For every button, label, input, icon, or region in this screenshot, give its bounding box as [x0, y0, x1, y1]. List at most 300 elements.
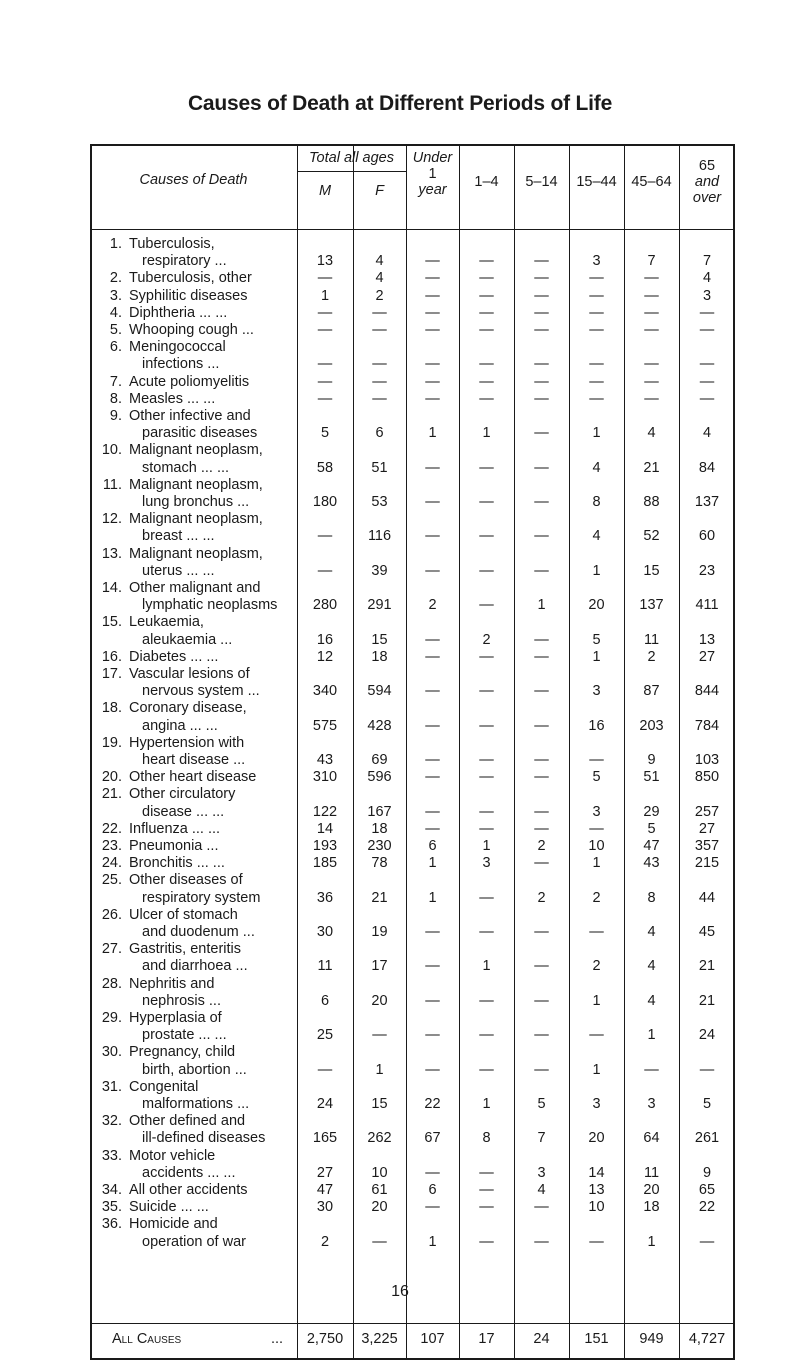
cause-label: Tuberculosis, other	[129, 270, 252, 287]
table-cell: 17	[371, 958, 388, 975]
table-cell: 1	[592, 855, 601, 872]
table-cell: 215	[694, 855, 720, 872]
table-cell: —	[479, 717, 494, 734]
table-cell: —	[372, 373, 387, 390]
table-cell: 39	[371, 562, 388, 579]
cause-label: Vascular lesions of	[129, 666, 250, 682]
table-cell: —	[534, 631, 549, 648]
table-cell: —	[479, 992, 494, 1009]
cause-label-cont: prostate ... ...	[142, 1027, 227, 1044]
table-cell: —	[534, 270, 549, 287]
table-row	[90, 288, 735, 305]
table-row	[90, 1044, 735, 1078]
table-cell: —	[425, 322, 440, 338]
table-cell: —	[699, 1233, 715, 1250]
table-cell: 23	[698, 562, 716, 579]
table-cell: —	[589, 1233, 604, 1250]
cause-label: Hyperplasia of	[129, 1010, 222, 1026]
table-cell: 1	[592, 1061, 601, 1078]
table-cell: —	[534, 425, 549, 442]
table-cell: —	[589, 304, 604, 321]
cause-label: Whooping cough ...	[129, 322, 254, 338]
table-cell: 6	[375, 425, 384, 442]
table-cell: —	[589, 1027, 604, 1044]
table-cell: —	[479, 390, 494, 407]
table-cell: —	[425, 751, 440, 768]
table-cell: 4	[375, 253, 384, 270]
table-cell: 5	[320, 425, 330, 442]
cause-label: Other circulatory	[129, 786, 236, 803]
table-cell: —	[317, 562, 333, 579]
table-cell: —	[372, 356, 387, 373]
row-number: 13.	[101, 545, 122, 562]
table-cell: 3	[592, 683, 601, 700]
table-cell: 784	[694, 717, 720, 734]
table-cell: —	[479, 769, 494, 786]
table-row	[90, 735, 735, 769]
cause-label: Diphtheria ... ...	[129, 304, 228, 321]
table-cell: 14	[588, 1164, 605, 1181]
page-number: 16	[391, 1283, 409, 1300]
table-cell: 19	[371, 923, 388, 940]
table-cell: —	[425, 648, 440, 665]
table-cell: —	[534, 287, 549, 304]
cause-label: Acute poliomyelitis	[129, 373, 250, 390]
table-cell: 51	[643, 769, 660, 786]
table-cell: 5	[537, 1095, 546, 1112]
table-cell: 5	[592, 631, 601, 648]
table-cell: —	[534, 1061, 549, 1078]
cause-label: Nephritis and	[129, 975, 215, 992]
table-cell: —	[425, 631, 440, 648]
cause-label: Pneumonia ...	[129, 838, 219, 854]
table-cell: —	[479, 270, 494, 287]
table-cell: —	[644, 373, 659, 390]
table-cell: 44	[698, 889, 716, 906]
table-cell: —	[425, 287, 440, 304]
table-cell: —	[534, 322, 549, 338]
table-cell: 10	[588, 838, 605, 854]
table-cell: —	[644, 304, 659, 321]
table-cell: 3	[482, 855, 491, 872]
row-number: 23.	[101, 838, 122, 854]
table-cell: —	[425, 270, 440, 287]
table-cell: —	[699, 304, 715, 321]
row-number: 20.	[101, 769, 122, 786]
table-cell: —	[425, 683, 440, 700]
table-cell: 15	[643, 562, 660, 579]
row-number: 8.	[109, 390, 122, 407]
table-cell: 29	[643, 803, 660, 820]
table-cell: —	[644, 390, 659, 407]
table-cell: 2	[375, 287, 384, 304]
table-cell: 3	[647, 1095, 656, 1112]
table-row	[90, 322, 735, 339]
table-cell: 137	[694, 493, 720, 510]
table-cell: —	[479, 1164, 494, 1181]
table-cell: —	[589, 390, 604, 407]
cause-label-cont: nervous system ...	[142, 683, 260, 700]
cause-label-cont: ill-defined diseases	[142, 1130, 266, 1147]
table-cell: 167	[367, 803, 392, 820]
table-cell: 1	[647, 1233, 656, 1250]
table-cell: —	[479, 803, 494, 820]
cause-label: Homicide and	[129, 1216, 218, 1233]
table-cell: 4	[592, 528, 601, 545]
cause-label: All other accidents	[129, 1182, 248, 1198]
table-cell: 27	[698, 820, 716, 837]
table-cell: 47	[643, 838, 660, 854]
table-cell: —	[479, 648, 494, 665]
table-cell: 2	[592, 889, 601, 906]
cause-label: Syphilitic diseases	[129, 287, 248, 304]
table-cell: —	[479, 683, 494, 700]
header-65-line1: 65	[698, 158, 716, 174]
table-cell: 1	[482, 1095, 491, 1112]
table-cell: 2	[537, 838, 546, 854]
row-number: 6.	[109, 339, 122, 356]
table-cell: 10	[371, 1164, 388, 1181]
table-cell: —	[534, 253, 549, 270]
table-cell: 103	[694, 751, 720, 768]
table-cell: 87	[643, 683, 660, 700]
table-cell: —	[479, 528, 494, 545]
table-cell: 51	[371, 459, 388, 476]
table-cell: 6	[428, 1182, 437, 1198]
table-cell: —	[317, 528, 333, 545]
table-cell: —	[479, 751, 494, 768]
table-cell: —	[479, 820, 494, 837]
table-cell: 58	[316, 459, 334, 476]
table-cell: 340	[312, 683, 338, 700]
header-rule	[90, 229, 735, 230]
header-under1	[406, 150, 459, 198]
table-cell: 30	[316, 923, 334, 940]
table-cell: —	[589, 322, 604, 338]
table-cell: 11	[643, 631, 660, 648]
table-row	[90, 511, 735, 545]
table-cell: 4	[592, 459, 601, 476]
row-number: 21.	[101, 786, 122, 803]
cause-label-cont: nephrosis ...	[142, 992, 221, 1009]
cause-label: Other heart disease	[129, 769, 257, 786]
row-number: 16.	[101, 648, 122, 665]
table-row	[90, 666, 735, 700]
table-cell: 261	[694, 1130, 720, 1147]
table-cell: 11	[643, 1164, 660, 1181]
table-cell: —	[425, 1199, 440, 1216]
table-cell: 850	[694, 769, 720, 786]
table-cell: —	[317, 304, 333, 321]
table-row	[90, 855, 735, 872]
table-row	[90, 1079, 735, 1113]
table-cell: —	[425, 356, 440, 373]
table-cell: 36	[316, 889, 334, 906]
table-cell: 47	[316, 1182, 334, 1198]
row-number: 24.	[101, 855, 122, 872]
table-cell: 13	[698, 631, 716, 648]
table-cell: —	[317, 1061, 333, 1078]
table-cell: 1	[592, 562, 601, 579]
row-number: 19.	[101, 734, 122, 751]
cause-label-cont: and duodenum ...	[142, 923, 255, 940]
totals-cell: 3,225	[361, 1331, 398, 1347]
row-number: 12.	[101, 511, 122, 528]
table-cell: 9	[702, 1164, 712, 1181]
table-cell: 12	[316, 648, 334, 665]
table-cell: 65	[698, 1182, 716, 1198]
row-number: 35.	[101, 1199, 122, 1216]
cause-label-cont: disease ... ...	[142, 803, 225, 820]
table-cell: —	[479, 287, 494, 304]
table-cell: 9	[647, 751, 656, 768]
table-cell: 4	[647, 992, 656, 1009]
table-row	[90, 270, 735, 287]
table-cell: —	[425, 717, 440, 734]
header-total: Total all ages	[309, 150, 394, 166]
table-cell: —	[534, 683, 549, 700]
table-row	[90, 907, 735, 941]
table-cell: —	[534, 356, 549, 373]
table-row	[90, 408, 735, 442]
header-65-line3: over	[692, 190, 722, 206]
table-cell: —	[317, 322, 333, 338]
table-cell: 69	[371, 751, 388, 768]
mf-rule	[297, 171, 406, 172]
cause-label-cont: aleukaemia ...	[142, 631, 233, 648]
table-cell: —	[425, 820, 440, 837]
table-cell: 2	[537, 889, 546, 906]
table-cell: 596	[367, 769, 392, 786]
table-cell: —	[425, 958, 440, 975]
table-cell: 84	[698, 459, 716, 476]
table-cell: —	[534, 493, 549, 510]
table-cell: 20	[588, 597, 605, 614]
table-cell: 8	[482, 1130, 491, 1147]
table-cell: 230	[367, 838, 392, 854]
header-causes: Causes of Death	[139, 172, 248, 188]
table-cell: 4	[702, 425, 712, 442]
table-cell: 1	[482, 958, 491, 975]
header-under1-line1: Under	[412, 150, 453, 166]
table-cell: 2	[647, 648, 656, 665]
row-number: 7.	[109, 373, 122, 390]
cause-label-cont: angina ... ...	[142, 717, 218, 734]
row-number: 3.	[109, 287, 122, 304]
table-row	[90, 546, 735, 580]
totals-label: All Causes	[112, 1331, 182, 1347]
table-cell: —	[479, 356, 494, 373]
totals-cell: 949	[639, 1331, 664, 1347]
table-cell: —	[589, 287, 604, 304]
table-cell: 5	[592, 769, 601, 786]
row-number: 18.	[101, 700, 122, 717]
row-number: 10.	[101, 442, 122, 459]
table-cell: —	[534, 390, 549, 407]
header-f: F	[375, 183, 384, 199]
table-cell: 6	[320, 992, 330, 1009]
table-cell: 575	[312, 717, 338, 734]
table-cell: —	[589, 923, 604, 940]
cause-label-cont: respiratory ...	[142, 253, 227, 270]
cause-label: Measles ... ...	[129, 390, 216, 407]
table-row	[90, 769, 735, 786]
table-cell: 22	[698, 1199, 716, 1216]
table-cell: —	[644, 270, 659, 287]
table-cell: —	[372, 390, 387, 407]
table-cell: —	[534, 1233, 549, 1250]
cause-label: Meningococcal	[129, 339, 226, 356]
table-cell: 428	[367, 717, 392, 734]
table-cell: —	[479, 1061, 494, 1078]
table-cell: 21	[643, 459, 660, 476]
table-cell: 257	[694, 803, 720, 820]
row-number: 27.	[101, 941, 122, 958]
table-cell: 1	[482, 425, 491, 442]
table-row	[90, 391, 735, 408]
table-cell: 180	[312, 493, 338, 510]
table-cell: 45	[698, 923, 716, 940]
table-cell: —	[372, 1233, 387, 1250]
table-cell: —	[589, 820, 604, 837]
cause-label-cont: infections ...	[142, 356, 220, 373]
cause-label: Gastritis, enteritis	[129, 941, 241, 958]
table-cell: 4	[375, 270, 384, 287]
table-cell: 15	[371, 631, 388, 648]
table-cell: —	[589, 356, 604, 373]
row-number: 29.	[101, 1010, 122, 1026]
table-cell: 280	[312, 597, 338, 614]
row-number: 32.	[101, 1113, 122, 1130]
row-number: 22.	[101, 820, 122, 837]
table-cell: —	[534, 1199, 549, 1216]
table-cell: —	[534, 373, 549, 390]
table-cell: —	[534, 304, 549, 321]
table-cell: —	[479, 562, 494, 579]
totals-cell: 24	[533, 1331, 550, 1347]
table-cell: —	[534, 923, 549, 940]
table-cell: 203	[639, 717, 664, 734]
cause-label: Motor vehicle	[129, 1147, 216, 1164]
table-cell: 21	[371, 889, 388, 906]
table-cell: 7	[702, 253, 712, 270]
cause-label: Congenital	[129, 1078, 199, 1095]
row-number: 1.	[109, 236, 122, 252]
table-row	[90, 477, 735, 511]
table-cell: 13	[588, 1182, 605, 1198]
table-cell: 22	[424, 1095, 441, 1112]
header-m: M	[318, 183, 332, 199]
table-cell: 137	[639, 597, 664, 614]
table-cell: —	[425, 304, 440, 321]
cause-label: Ulcer of stomach	[129, 906, 238, 923]
table-cell: —	[644, 356, 659, 373]
table-cell: 61	[371, 1182, 388, 1198]
table-cell: 594	[367, 683, 392, 700]
table-row	[90, 1010, 735, 1044]
table-cell: 122	[312, 803, 338, 820]
cause-label: Other diseases of	[129, 872, 243, 889]
cause-label: Other infective and	[129, 408, 251, 424]
table-cell: 16	[588, 717, 605, 734]
table-cell: —	[425, 1061, 440, 1078]
table-cell: 18	[371, 820, 388, 837]
table-row	[90, 976, 735, 1010]
table-cell: —	[534, 803, 549, 820]
cause-label: Coronary disease,	[129, 700, 247, 717]
table-cell: 4	[702, 270, 712, 287]
table-row	[90, 1199, 735, 1216]
table-cell: 78	[371, 855, 388, 872]
table-cell: —	[534, 958, 549, 975]
table-cell: 27	[698, 648, 716, 665]
table-cell: —	[317, 356, 333, 373]
cause-label-cont: lung bronchus ...	[142, 493, 250, 510]
table-cell: 8	[592, 493, 601, 510]
cause-label: Leukaemia,	[129, 614, 204, 631]
table-cell: 7	[537, 1130, 546, 1147]
row-number: 31.	[101, 1078, 122, 1095]
table-cell: —	[425, 769, 440, 786]
table-cell: —	[372, 1027, 387, 1044]
table-row	[90, 1113, 735, 1147]
cause-label-cont: breast ... ...	[142, 528, 215, 545]
totals-cell: 2,750	[306, 1331, 344, 1347]
totals-cell: 107	[420, 1331, 445, 1347]
table-cell: 15	[371, 1095, 388, 1112]
table-cell: 1	[537, 597, 546, 614]
totals-cell: 4,727	[688, 1331, 726, 1347]
table-cell: —	[479, 1182, 494, 1198]
table-cell: —	[479, 923, 494, 940]
totals-dots: ...	[271, 1331, 284, 1347]
table-cell: —	[425, 1164, 440, 1181]
table-cell: —	[425, 528, 440, 545]
table-row	[90, 1216, 735, 1250]
row-number: 4.	[109, 304, 122, 321]
cause-label-cont: uterus ... ...	[142, 562, 215, 579]
table-cell: 1	[428, 855, 437, 872]
table-cell: 43	[643, 855, 660, 872]
table-cell: 24	[698, 1027, 716, 1044]
table-cell: —	[425, 562, 440, 579]
table-cell: —	[425, 459, 440, 476]
table-cell: —	[699, 356, 715, 373]
table-cell: 60	[698, 528, 716, 545]
table-cell: 185	[312, 855, 338, 872]
table-cell: 3	[592, 803, 601, 820]
table-cell: 4	[537, 1182, 546, 1198]
table-cell: —	[534, 820, 549, 837]
table-cell: —	[589, 751, 604, 768]
table-cell: 2	[482, 631, 491, 648]
table-cell: 1	[375, 1061, 384, 1078]
table-cell: —	[317, 270, 333, 287]
table-cell: —	[534, 992, 549, 1009]
table-cell: 310	[312, 769, 338, 786]
table-cell: 52	[643, 528, 660, 545]
table-cell: 1	[428, 889, 437, 906]
table-cell: —	[534, 1027, 549, 1044]
table-row	[90, 305, 735, 322]
table-cell: 2	[428, 597, 437, 614]
row-number: 2.	[109, 270, 122, 287]
table-cell: 4	[647, 923, 656, 940]
row-number: 17.	[101, 666, 122, 682]
header-under1-line3: year	[418, 182, 447, 198]
table-cell: —	[479, 253, 494, 270]
table-cell: 18	[371, 648, 388, 665]
